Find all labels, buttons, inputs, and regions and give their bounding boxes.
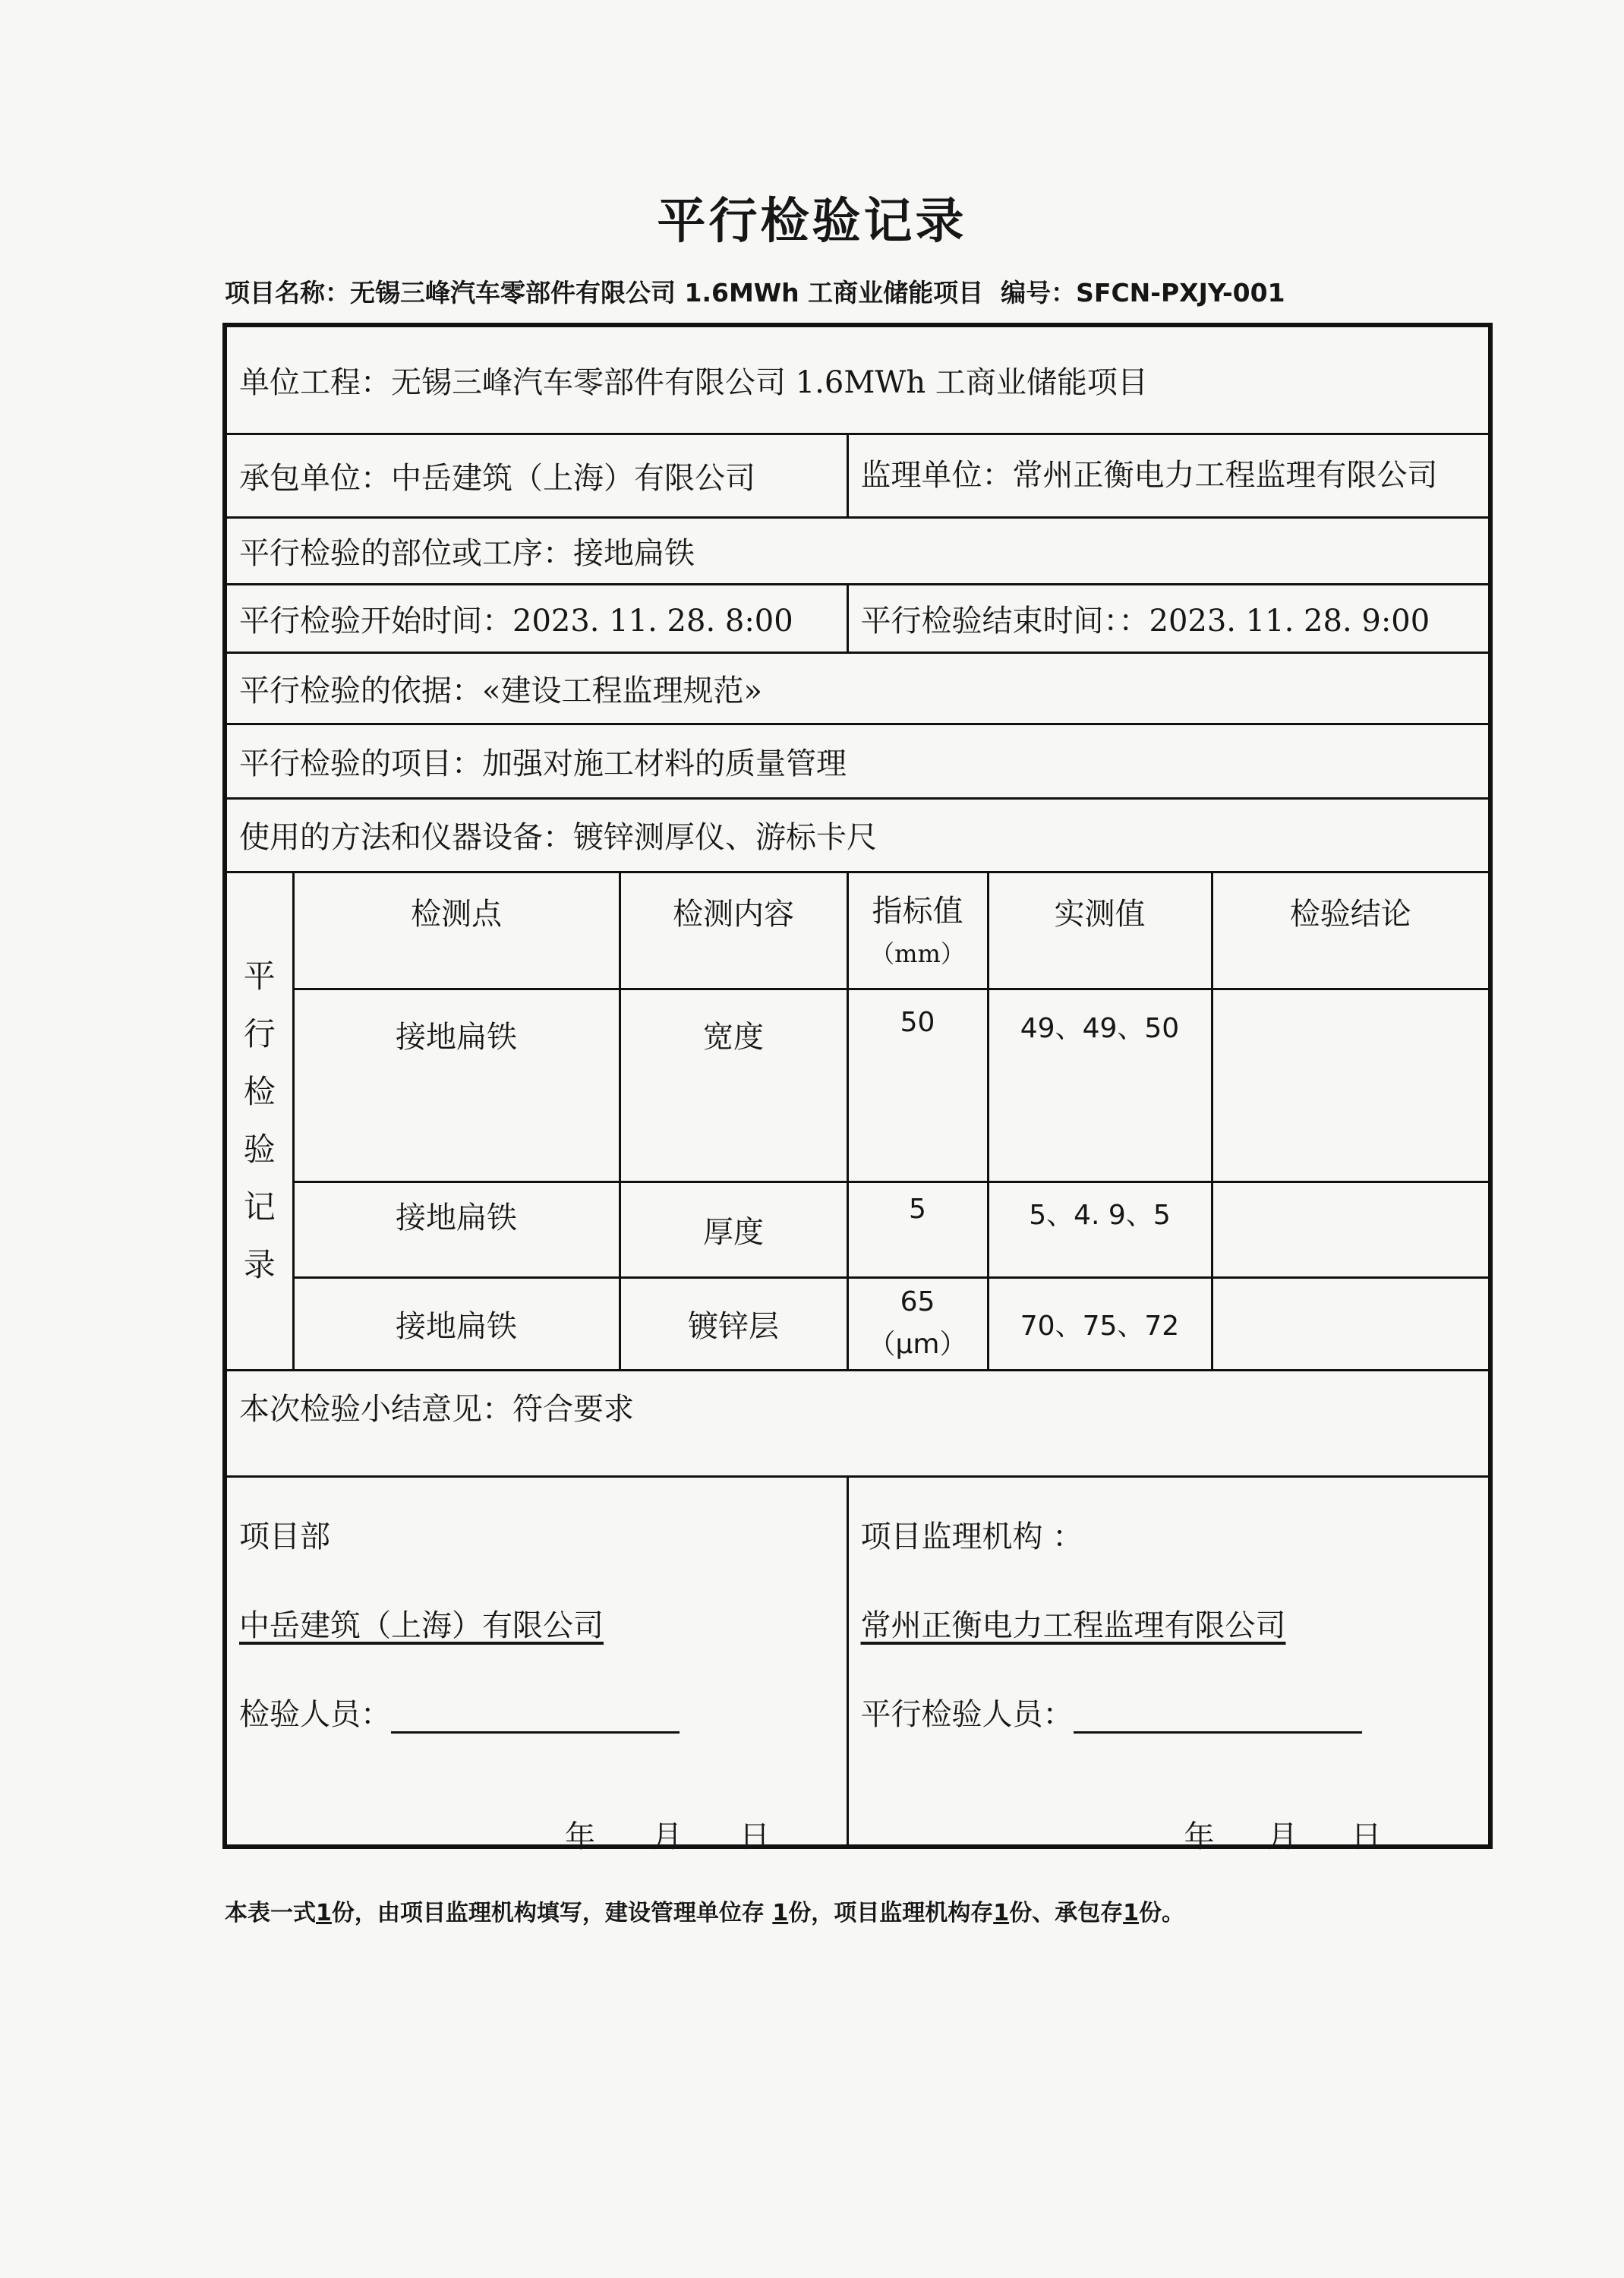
row2-conclusion <box>1212 1182 1490 1277</box>
row2-index: 5 <box>847 1182 988 1277</box>
column-header-point: 检测点 <box>293 872 620 989</box>
row2-content: 厚度 <box>620 1182 847 1277</box>
contractor-company-name: 中岳建筑（上海）有限公司 <box>239 1608 604 1643</box>
contractor-cell: 承包单位：中岳建筑（上海）有限公司 <box>225 434 847 517</box>
column-header-conclusion: 检验结论 <box>1212 872 1490 989</box>
row3-measured: 70、75、72 <box>988 1277 1212 1370</box>
methods-row: 使用的方法和仪器设备：镀锌测厚仪、游标卡尺 <box>225 798 1490 872</box>
unit-project-row: 单位工程：无锡三峰汽车零部件有限公司 1.6MWh 工商业储能项目 <box>225 325 1490 434</box>
table-row <box>225 1277 1490 1370</box>
basis-row: 平行检验的依据：«建设工程监理规范» <box>225 652 1490 724</box>
item-row: 平行检验的项目：加强对施工材料的质量管理 <box>225 724 1490 798</box>
number-label: 编号： <box>1001 278 1077 308</box>
inspection-part-row: 平行检验的部位或工序：接地扁铁 <box>225 517 1490 584</box>
summary-row: 本次检验小结意见：符合要求 <box>225 1370 1490 1476</box>
column-header-content: 检测内容 <box>620 872 847 989</box>
supervisor-inspector-line: 平行检验人员： <box>861 1690 1477 1734</box>
row3-conclusion <box>1212 1277 1490 1370</box>
row1-conclusion <box>1212 989 1490 1182</box>
contractor-dept-label: 项目部 <box>239 1519 330 1554</box>
contractor-inspector-line: 检验人员： <box>239 1690 834 1734</box>
supervisor-cell: 监理单位：常州正衡电力工程监理有限公司 <box>847 434 1490 517</box>
row3-point: 接地扁铁 <box>293 1277 620 1370</box>
page-title: 平行检验记录 <box>657 194 967 250</box>
row1-measured: 49、49、50 <box>988 989 1212 1182</box>
record-label-vertical: 平 行 检 验 记 录 <box>225 872 293 1370</box>
inspection-form <box>222 323 1493 1854</box>
row2-point: 接地扁铁 <box>293 1182 620 1277</box>
row1-content: 宽度 <box>620 989 847 1182</box>
table-row <box>225 989 1490 1182</box>
signature-blank <box>1074 1724 1362 1734</box>
supervisor-dept-label: 项目监理机构 ： <box>860 1519 1083 1554</box>
row1-point: 接地扁铁 <box>293 989 620 1182</box>
project-name: 无锡三峰汽车零部件有限公司 1.6MWh 工商业储能项目 <box>350 278 984 308</box>
footer-note: 本表一式1份，由项目监理机构填写，建设管理单位存 1份，项目监理机构存1份、承包存1份。 <box>225 1900 1184 1926</box>
end-time-cell: 平行检验结束时间：：2023. 11. 28. 9:00 <box>847 584 1490 652</box>
table-row <box>225 1182 1490 1277</box>
project-label: 项目名称： <box>225 278 350 308</box>
column-header-measured: 实测值 <box>988 872 1212 989</box>
row3-index: 65 （μm） <box>847 1277 988 1370</box>
document-number: SFCN-PXJY-001 <box>1076 278 1285 308</box>
row2-measured: 5、4. 9、5 <box>988 1182 1212 1277</box>
supervisor-company-name: 常州正衡电力工程监理有限公司 <box>860 1608 1286 1643</box>
row1-index: 50 <box>847 989 988 1182</box>
supervisor-signature-block: 项目监理机构 ： 常州正衡电力工程监理有限公司 平行检验人员： 年 月 日 <box>847 1476 1490 1847</box>
column-header-index: 指标值 （mm） <box>847 872 988 989</box>
start-time-cell: 平行检验开始时间：2023. 11. 28. 8:00 <box>225 584 847 652</box>
contractor-signature-block: 项目部 中岳建筑（上海）有限公司 检验人员： 年 月 日 <box>225 1476 847 1847</box>
project-header <box>225 273 1503 309</box>
row3-content: 镀锌层 <box>620 1277 847 1370</box>
signature-blank <box>391 1724 680 1734</box>
